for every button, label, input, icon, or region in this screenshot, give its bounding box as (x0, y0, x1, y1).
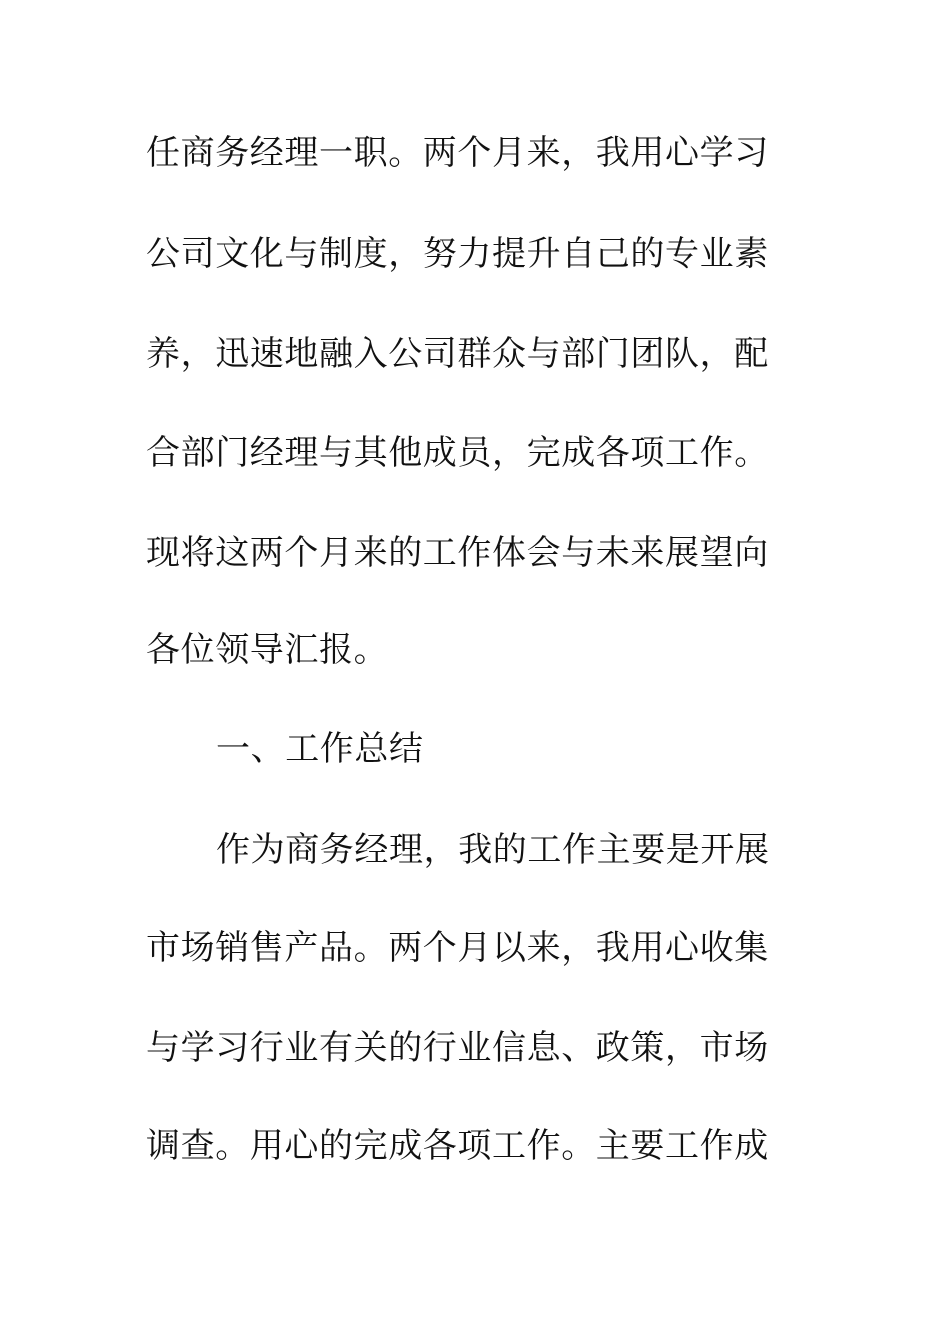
text-line: 任商务经理一职。两个月来，我用心学习 (146, 133, 769, 173)
text-line: 调查。用心的完成各项工作。主要工作成 (146, 1126, 769, 1166)
paragraph-first-line: 作为商务经理，我的工作主要是开展 (216, 830, 770, 870)
text-line: 养，迅速地融入公司群众与部门团队，配 (146, 334, 769, 374)
text-line: 各位领导汇报。 (146, 630, 389, 670)
section-heading: 一、工作总结 (216, 729, 424, 769)
text-line: 合部门经理与其他成员，完成各项工作。 (146, 433, 769, 473)
text-line: 现将这两个月来的工作体会与未来展望向 (146, 533, 769, 573)
text-line: 市场销售产品。两个月以来，我用心收集 (146, 928, 769, 968)
text-line: 与学习行业有关的行业信息、政策，市场 (146, 1028, 769, 1068)
text-line: 公司文化与制度，努力提升自己的专业素 (146, 234, 769, 274)
